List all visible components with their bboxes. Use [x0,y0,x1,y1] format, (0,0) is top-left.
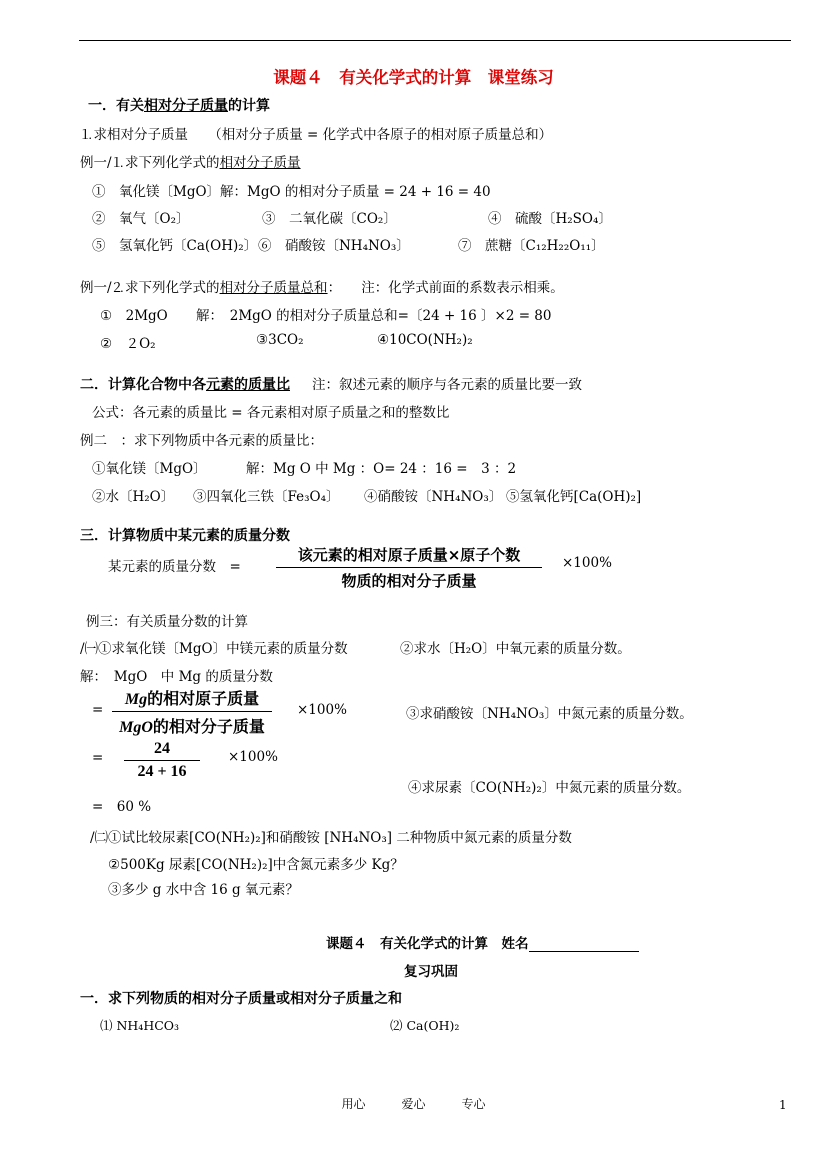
s2-item-h2o: ②水〔H₂O〕 [92,489,175,505]
eq-sign-1: = [92,702,104,718]
s3-formula-lhs: 某元素的质量分数 = [108,559,241,575]
s2-item-nh4no3: ④硝酸铵〔NH₄NO₃〕 [364,489,503,505]
section-3-heading: 三．计算物质中某元素的质量分数 [80,528,290,544]
review-title: 课题４ 有关化学式的计算 姓名 [326,932,639,952]
s2-item-fe3o4: ③四氧化三铁〔Fe₃O₄〕 [193,489,340,505]
s1-item-2o2: ② ２O₂ [100,336,156,352]
result-60-percent: = 60 % [92,799,152,815]
times-100-1: ×100% [297,702,347,718]
s1-item-2mgo: ① 2MgO [100,308,168,324]
example-1-1: 例一/⒈求下列化学式的相对分子质量 [80,155,301,171]
example-2: 例二 ：求下列物质中各元素的质量比： [80,433,323,449]
example-1-2: 例一/⒉求下列化学式的相对分子质量总和： 注：化学式前面的系数表示相乘。 [80,280,564,296]
s1-item-2mgo-solution: 解： 2MgO 的相对分子质量总和=〔24 + 16 〕×2 = 80 [196,308,552,324]
review-heading: 一．求下列物质的相对分子质量或相对分子质量之和 [80,991,402,1007]
review-item-2: ⑵ Ca(OH)₂ [390,1018,460,1033]
s3-solution-intro: 解： MgO 中 Mg 的质量分数 [80,669,273,685]
eq-sign-2: = [92,750,104,766]
s2-item-caoh2: ⑤氢氧化钙[Ca(OH)₂] [506,489,642,505]
times-100-2: ×100% [228,749,278,765]
s1-item-10urea: ④10CO(NH₂)₂ [377,332,473,348]
fraction-mg-mgo: Mg的相对原子质量 MgO的相对分子质量 [112,686,272,737]
example-3: 例三：有关质量分数的计算 [86,614,248,630]
s2-item-mgo-solution: 解：Mg O 中 Mg ：O= 24 ：16 = 3 ：2 [246,461,517,477]
s1-item-caoh2: ⑤ 氢氧化钙〔Ca(OH)₂〕 [92,238,258,254]
s1-item-nh4no3: ⑥ 硝酸铵〔NH₄NO₃〕 [258,238,410,254]
s3-question-2: ②求水〔H₂O〕中氧元素的质量分数。 [400,641,631,657]
section-1-heading: 一．有关相对分子质量的计算 [88,98,270,114]
page-title: 课题４ 有关化学式的计算 课堂练习 [273,68,554,87]
section-2-heading: 二．计算化合物中各元素的质量比 注：叙述元素的顺序与各元素的质量比要一致 [80,377,582,393]
s3-part-2-q3: ③多少 g 水中含 16 g 氧元素？ [108,882,299,898]
fraction-24-over-40: 24 24 + 16 [124,740,200,781]
s1-item-co2: ③ 二氧化碳〔CO₂〕 [262,211,397,227]
s3-formula-times: ×100% [562,555,612,571]
page-number: 1 [779,1098,787,1112]
formula-denominator: 物质的相对分子质量 [341,572,477,590]
review-subtitle: 复习巩固 [404,964,458,980]
s2-formula: 公式：各元素的质量比 = 各元素相对原子质量之和的整数比 [92,405,450,421]
s1-item-mgo: ① 氧化镁〔MgO〕解：MgO 的相对分子质量 = 24 + 16 = 40 [92,184,491,200]
name-blank[interactable] [529,939,639,952]
s3-question-4: ④求尿素〔CO(NH₂)₂〕中氮元素的质量分数。 [408,780,691,796]
s3-part-2-q2: ②500Kg 尿素[CO(NH₂)₂]中含氮元素多少 Kg？ [108,857,404,873]
footer: 用心 爱心 专心 [341,1097,486,1111]
s1-item-o2: ② 氧气〔O₂〕 [92,211,190,227]
s3-part-2-q1: /㈡①试比较尿素[CO(NH₂)₂]和硝酸铵 [NH₄NO₃] 二种物质中氮元素的质量分数 [90,830,572,846]
s1-item-h2so4: ④ 硫酸〔H₂SO₄〕 [488,211,612,227]
formula-numerator: 该元素的相对原子质量×原子个数 [297,546,521,564]
s1-intro: ⒈求相对分子质量 （相对分子质量 = 化学式中各原子的相对原子质量总和） [80,127,553,143]
mass-fraction-formula [276,544,542,591]
s2-item-mgo: ①氧化镁〔MgO〕 [92,461,207,477]
s1-item-3co2: ③3CO₂ [256,332,304,348]
header-rule [79,40,791,41]
s3-question-3: ③求硝酸铵〔NH₄NO₃〕中氮元素的质量分数。 [406,706,693,722]
s3-question-1: /㈠①求氧化镁〔MgO〕中镁元素的质量分数 [80,641,348,657]
review-item-1: ⑴ NH₄HCO₃ [100,1018,180,1033]
s1-item-sucrose: ⑦ 蔗糖〔C₁₂H₂₂O₁₁〕 [458,238,605,254]
